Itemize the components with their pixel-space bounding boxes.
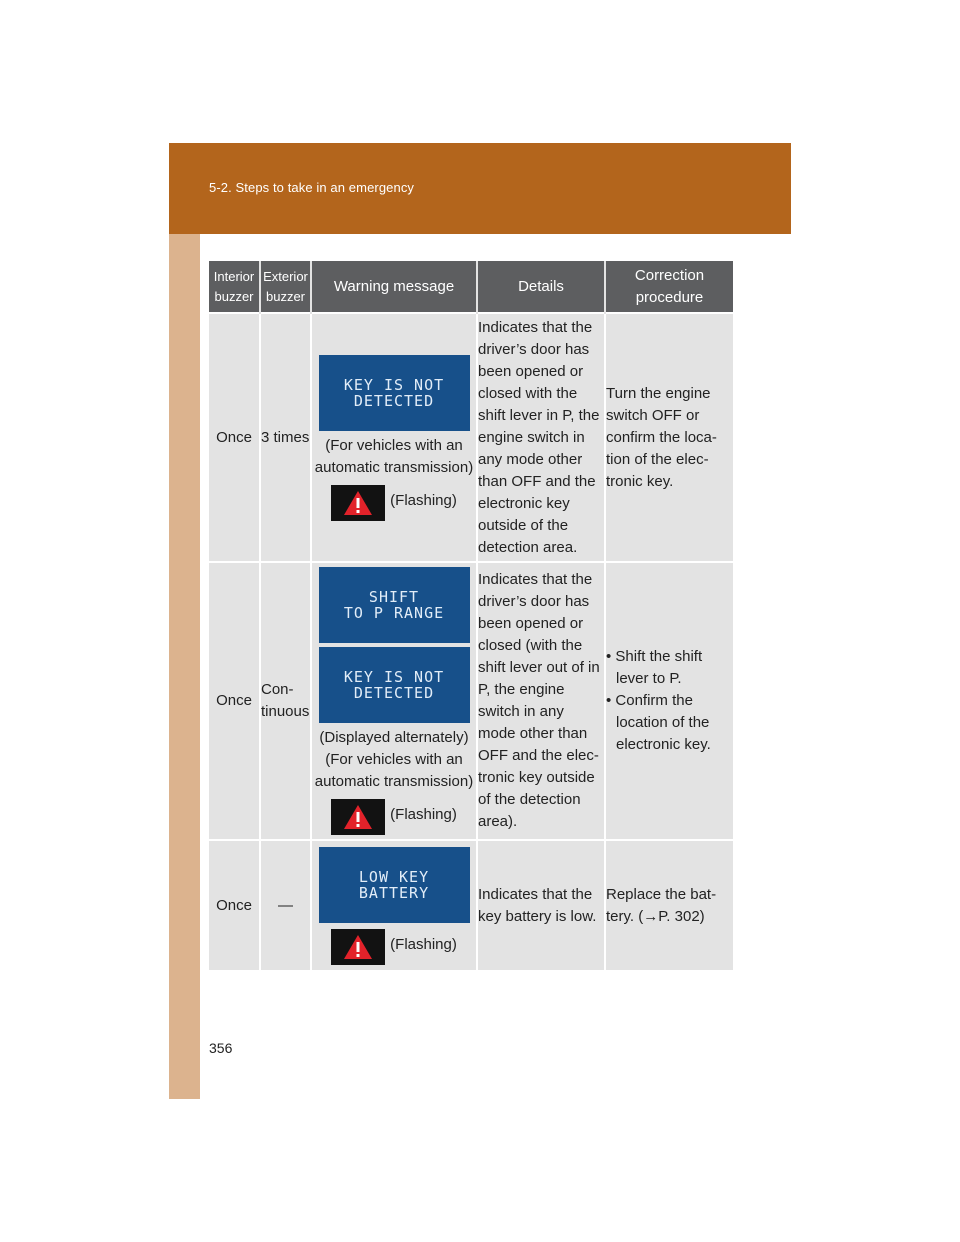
page-number: 356 <box>209 1040 233 1056</box>
col-header-warning-message: Warning message <box>311 261 477 313</box>
warning-triangle-icon <box>343 804 373 830</box>
col-header-exterior-buzzer: Exterior buzzer <box>260 261 311 313</box>
lcd-display-key-not-detected: KEY IS NOT DETECTED <box>319 647 470 723</box>
warning-light <box>331 799 385 835</box>
table-row <box>209 840 733 970</box>
table-row <box>209 313 733 562</box>
exterior-buzzer-cell: — <box>260 840 311 970</box>
flashing-indicator <box>312 799 476 835</box>
exterior-buzzer-cell: 3 times <box>260 313 311 562</box>
lcd-display-shift-to-p-range: SHIFT TO P RANGE <box>319 567 470 643</box>
details-cell: Indicates that the driver’s door has been opened or closed with the shift lever in P, the engine switch in any mode other than OFF and the electronic key outside of the detection area. <box>477 313 605 562</box>
warning-message-cell <box>311 313 477 562</box>
message-caption: (For vehicles with an automatic transmission) <box>314 436 474 476</box>
warning-light <box>331 485 385 521</box>
exterior-buzzer-cell: Con- tinuous <box>260 562 311 840</box>
flashing-label: (Flashing) <box>390 806 457 823</box>
side-strip <box>169 143 200 1099</box>
warning-light <box>331 929 385 965</box>
warning-triangle-icon <box>343 934 373 960</box>
correction-bullet: • Confirm the location of the electronic key. <box>606 692 711 753</box>
correction-cell: Turn the engine switch OFF or confirm the loca- tion of the elec- tronic key. <box>605 313 733 562</box>
col-header-correction: Correction procedure <box>605 261 733 313</box>
warning-message-cell <box>311 840 477 970</box>
col-header-interior-buzzer: Interior buzzer <box>209 261 260 313</box>
correction-cell: Replace the bat- tery. (→P. 302) <box>605 840 733 970</box>
flashing-label: (Flashing) <box>390 935 457 953</box>
correction-bullet: • Shift the shift lever to P. <box>606 648 703 687</box>
flashing-indicator <box>312 485 476 521</box>
flashing-indicator <box>312 929 476 965</box>
flashing-label: (Flashing) <box>390 491 457 509</box>
message-caption: (Displayed alternately) (For vehicles with an automatic transmission) <box>314 729 474 790</box>
warning-triangle-icon <box>343 490 373 516</box>
interior-buzzer-cell: Once <box>209 562 260 840</box>
warning-message-cell <box>311 562 477 840</box>
warning-table <box>209 261 733 970</box>
interior-buzzer-cell: Once <box>209 313 260 562</box>
section-title: 5-2. Steps to take in an emergency <box>209 180 415 195</box>
lcd-display-key-not-detected: KEY IS NOT DETECTED <box>319 355 470 431</box>
interior-buzzer-cell: Once <box>209 840 260 970</box>
lcd-display-low-key-battery: LOW KEY BATTERY <box>319 847 470 923</box>
details-cell: Indicates that the key battery is low. <box>477 840 605 970</box>
table-row <box>209 562 733 840</box>
col-header-details: Details <box>477 261 605 313</box>
details-cell: Indicates that the driver’s door has been opened or closed (with the shift lever out of in P, the engine switch in any mode other than OFF and the elec- tronic key outside of the detection area). <box>477 562 605 840</box>
table-header-row <box>209 261 733 313</box>
correction-cell <box>605 562 733 840</box>
